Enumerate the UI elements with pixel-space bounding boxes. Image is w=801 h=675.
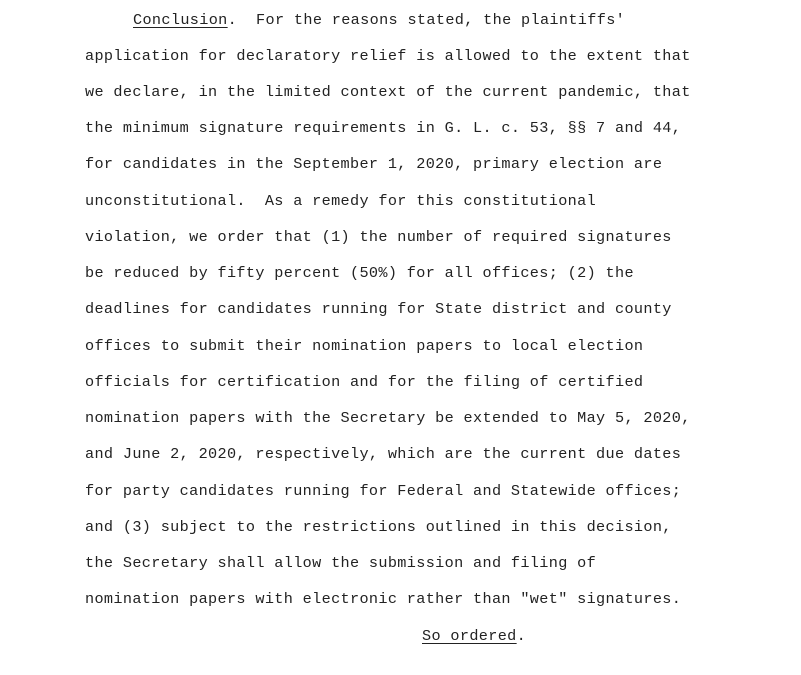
text-line: be reduced by fifty percent (50%) for all offices; (2) the (85, 264, 634, 282)
text-line: offices to submit their nomination papers to local election (85, 337, 644, 355)
text-line: application for declaratory relief is allowed to the extent that (85, 47, 691, 65)
text-line: and (3) subject to the restrictions outlined in this decision, (85, 518, 672, 536)
text-line: violation, we order that (1) the number of required signatures (85, 228, 672, 246)
text-line: we declare, in the limited context of the current pandemic, that (85, 83, 691, 101)
paragraph-first-line (133, 10, 625, 30)
closing-period: . (516, 627, 527, 645)
text-line: nomination papers with electronic rather than "wet" signatures. (85, 590, 682, 608)
text-line: and June 2, 2020, respectively, which are the current due dates (85, 445, 682, 463)
text-line: the minimum signature requirements in G. L. c. 53, §§ 7 and 44, (85, 119, 682, 137)
closing-line (422, 626, 526, 646)
first-line-text: For the reasons stated, the plaintiffs' (237, 11, 626, 29)
text-line: for candidates in the September 1, 2020, primary election are (85, 155, 663, 173)
text-line: deadlines for candidates running for State district and county (85, 300, 672, 318)
so-ordered-text: So ordered (422, 627, 517, 645)
text-line: the Secretary shall allow the submission and filing of (85, 554, 597, 572)
text-line: nomination papers with the Secretary be extended to May 5, 2020, (85, 409, 691, 427)
heading-period: . (227, 11, 238, 29)
text-line: for party candidates running for Federal and Statewide offices; (85, 482, 682, 500)
text-line: unconstitutional. As a remedy for this constitutional (85, 192, 597, 210)
conclusion-heading: Conclusion (133, 11, 228, 29)
text-line: officials for certification and for the filing of certified (85, 373, 644, 391)
